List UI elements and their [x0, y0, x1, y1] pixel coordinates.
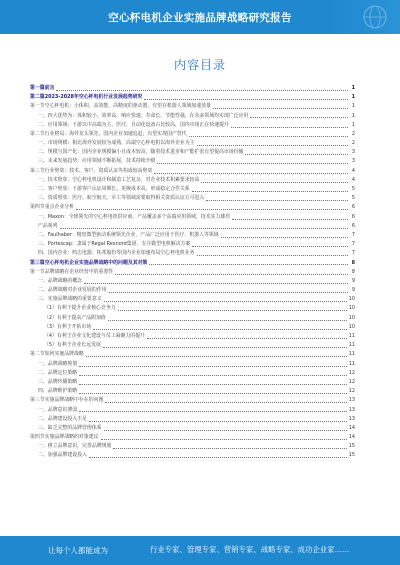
toc-entry-number: 三、	[38, 296, 48, 303]
toc-page-number: 14	[348, 434, 355, 441]
toc-entry[interactable]	[30, 305, 355, 314]
toc-entry-title: 品牌战略对企业发展的作用	[47, 287, 107, 294]
toc-entry-number: 第三节	[30, 167, 45, 174]
toc-entry-title: 实施品牌战略的对策建议	[44, 434, 99, 441]
toc-entry[interactable]	[30, 203, 355, 212]
toc-entry[interactable]	[30, 268, 355, 277]
toc-entry[interactable]	[30, 121, 355, 130]
toc-entry-number: 三、	[38, 195, 48, 202]
toc-entry[interactable]	[30, 222, 355, 231]
toc-leader-dots	[103, 347, 347, 348]
toc-entry-number: 一、	[38, 277, 48, 284]
toc-entry-number: 二、	[38, 231, 48, 238]
toc-leader-dots	[76, 209, 348, 210]
toc-entry-number: 第一节	[30, 103, 45, 110]
toc-page-number: 5	[351, 186, 355, 193]
toc-page-number: 3	[351, 149, 355, 156]
toc-entry[interactable]	[30, 369, 355, 378]
toc-entry-number: 二、	[38, 149, 48, 156]
toc-page-number: 7	[351, 231, 355, 238]
toc-entry-number: （2）	[44, 314, 57, 321]
toc-page-number: 11	[348, 351, 355, 358]
toc-entry-number: 第三节	[30, 397, 45, 404]
toc-leader-dots	[113, 448, 346, 449]
toc-entry[interactable]	[30, 231, 355, 240]
toc-leader-dots	[79, 384, 347, 385]
toc-page-number: 4	[351, 167, 355, 174]
toc-entry-number: 二、	[38, 287, 48, 294]
toc-leader-dots	[89, 457, 347, 458]
toc-leader-dots	[101, 439, 347, 440]
toc-entry-number: 一、	[38, 443, 48, 450]
toc-entry[interactable]	[30, 102, 355, 111]
toc-leader-dots	[60, 228, 348, 229]
toc-page-number: 1	[351, 84, 355, 91]
toc-entry[interactable]	[30, 415, 355, 424]
toc-entry-title: 有利于企业长远发展	[56, 342, 101, 349]
toc-entry-number: （1）	[44, 305, 57, 312]
toc-entry[interactable]	[30, 277, 355, 286]
toc-entry-number: 四、	[38, 388, 48, 395]
toc-leader-dots	[189, 136, 348, 137]
toc-entry[interactable]	[30, 360, 355, 369]
toc-leader-dots	[232, 219, 348, 220]
toc-leader-dots	[118, 310, 347, 311]
toc-entry[interactable]	[30, 249, 355, 258]
toc-entry[interactable]	[30, 424, 355, 433]
toc-entry-title: 行业壁垒：技术、客户、资质认证等构成较高壁垒	[44, 167, 153, 174]
toc-entry[interactable]	[30, 452, 355, 461]
toc-entry-title: 缺乏完整的品牌管理体系	[47, 424, 102, 431]
toc-entry[interactable]	[30, 286, 355, 295]
toc-entry-title: 树立品牌意识，完善品牌规划	[47, 443, 112, 450]
toc-entry-number: 一、	[38, 140, 48, 147]
report-title: 空心杯电机企业实施品牌战略研究报告	[108, 12, 292, 24]
footer-slogan: 让每个人都能成为	[48, 546, 108, 555]
toc-entry[interactable]	[30, 130, 355, 139]
toc-entry-title: 空心杯电机：小体积、高效能、高精度的驱动器，有望在机器人领域加速放量	[44, 103, 211, 110]
toc-leader-dots	[245, 154, 348, 155]
toc-entry-number: 一、	[38, 406, 48, 413]
toc-leader-dots	[56, 90, 348, 91]
toc-entry[interactable]	[30, 176, 355, 185]
toc-leader-dots	[79, 366, 347, 367]
globe-decoration-icon	[356, 4, 394, 30]
toc-entry-title: 加强品牌建设投入	[47, 452, 87, 459]
toc-entry-number: 第三篇	[30, 259, 45, 266]
toc-leader-dots	[154, 173, 348, 174]
toc-leader-dots	[197, 255, 348, 256]
toc-leader-dots	[221, 237, 348, 238]
toc-entry-title: Portescap：隶属于Regal Rexnord集团，专注微型电机解决方案	[47, 241, 191, 248]
toc-entry-number: 二、	[38, 369, 48, 376]
toc-page-number: 5	[351, 195, 355, 202]
toc-page-number: 1	[351, 94, 355, 101]
toc-page-number: 1	[351, 112, 355, 119]
toc-page-number: 10	[348, 314, 355, 321]
toc-page-number: 10	[348, 296, 355, 303]
toc-leader-dots	[105, 402, 346, 403]
toc-entry-number: 二、	[38, 415, 48, 422]
toc-entry-title: 产品系列	[38, 222, 58, 229]
toc-leader-dots	[109, 292, 349, 293]
toc-entry-title: 2023-2028年空心杯电机行业发展趋势研究	[44, 94, 143, 101]
toc-page-number: 14	[348, 424, 355, 431]
toc-entry-number: 第一节	[30, 268, 45, 275]
toc-leader-dots	[192, 191, 348, 192]
toc-entry-number: 二、	[38, 186, 48, 193]
toc-entry[interactable]	[30, 378, 355, 387]
toc-page-number: 7	[351, 241, 355, 248]
toc-leader-dots	[79, 375, 347, 376]
toc-page-number: 4	[351, 176, 355, 183]
toc-page-number: 13	[348, 397, 355, 404]
toc-leader-dots	[250, 117, 348, 118]
toc-page-number: 1	[351, 103, 355, 110]
toc-entry-title: Faulhaber：精密微型驱动系统领先企业，产品广泛应用于医疗、机器人等领域	[47, 231, 219, 238]
toc-entry-number: （4）	[44, 333, 57, 340]
toc-entry[interactable]	[30, 194, 355, 203]
footer-roles: 行业专家、管理专家、营销专家、战略专家、成功企业家……	[150, 545, 350, 554]
toc-entry[interactable]	[30, 213, 355, 222]
toc-leader-dots	[157, 163, 348, 164]
toc-entry-title: 品牌建设投入不足	[47, 415, 87, 422]
toc-leader-dots	[93, 329, 347, 330]
toc-entry[interactable]	[30, 93, 355, 102]
toc-page-number: 10	[348, 323, 355, 330]
toc-page-number: 15	[348, 443, 355, 450]
report-header-banner	[0, 0, 400, 34]
toc-entry[interactable]	[30, 406, 355, 415]
toc-page-number: 12	[348, 388, 355, 395]
toc-leader-dots	[213, 108, 348, 109]
toc-entry-title: 品牌传播策略	[47, 378, 78, 385]
toc-entry-number: 一、	[38, 213, 48, 220]
toc-entry-title: 客户壁垒：下游客户认证周期长、更换成本高，形成稳定合作关系	[47, 186, 190, 193]
toc-entry-title: 规模与国产化：国内企业规模偏小且成本较高，随着技术进步和产能扩张有望提高市场份额	[47, 149, 244, 156]
toc-entry[interactable]	[30, 84, 355, 93]
toc-leader-dots	[231, 127, 348, 128]
toc-entry-title: 有利于提升企业核心竞争力	[56, 305, 116, 312]
toc-leader-dots	[206, 200, 348, 201]
toc-entry[interactable]	[30, 396, 355, 405]
toc-entry-title: 市场规模：相比海外发展较为成熟，高端空心杯电机以海外企业为主	[47, 140, 195, 147]
toc-page-number: 1	[351, 121, 355, 128]
toc-entry-title: 四大优势为：体积较小、效率高、响应快速、寿命长、节能性强，在众多领域均实现广泛应用	[47, 112, 249, 119]
toc-leader-dots	[84, 283, 348, 284]
toc-page-number: 7	[351, 250, 355, 257]
toc-entry[interactable]	[30, 167, 355, 176]
toc-entry-title: Maxon：全球领先的空心杯电机供应商，产品覆盖多个高端应用领域，技术实力雄厚	[47, 213, 231, 220]
toc-entry-title: 如何实施品牌战略	[44, 351, 84, 358]
toc-leader-dots	[104, 430, 347, 431]
toc-page-number: 9	[351, 277, 355, 284]
toc-leader-dots	[79, 393, 347, 394]
toc-heading: 内容目录	[173, 58, 226, 72]
toc-leader-dots	[79, 411, 347, 412]
toc-entry-number: 三、	[38, 158, 48, 165]
toc-page-number: 11	[348, 342, 355, 349]
toc-entry[interactable]	[30, 139, 355, 148]
toc-entry-number: 第二节	[30, 130, 45, 137]
toc-entry[interactable]	[30, 341, 355, 350]
toc-entry-title: 品牌战略在企业经营中的重要性	[44, 268, 114, 275]
toc-leader-dots	[115, 274, 348, 275]
toc-page-number: 9	[351, 287, 355, 294]
toc-leader-dots	[147, 338, 347, 339]
toc-entry[interactable]	[30, 442, 355, 451]
toc-page-number: 12	[348, 378, 355, 385]
toc-entry[interactable]	[30, 295, 355, 304]
toc-entry-number: 三、	[38, 424, 48, 431]
toc-entry-number: （5）	[44, 342, 57, 349]
toc-page-number: 10	[348, 305, 355, 312]
toc-page-number: 15	[348, 452, 355, 459]
toc-entry-title: 品牌战略的概念	[47, 277, 83, 284]
toc-entry[interactable]	[30, 387, 355, 396]
toc-page-number: 11	[348, 333, 355, 340]
toc-page-number: 11	[348, 360, 355, 367]
toc-page-number: 2	[351, 140, 355, 147]
toc-leader-dots	[201, 182, 348, 183]
toc-page-number: 13	[348, 415, 355, 422]
toc-page-number: 12	[348, 369, 355, 376]
toc-entry[interactable]	[30, 240, 355, 249]
toc-entry-number: 第四节	[30, 434, 45, 441]
toc-entry-number: 第二篇	[30, 94, 45, 101]
toc-entry-number: （3）	[44, 323, 57, 330]
toc-entry-title: 技术壁垒：空心杯电机设计和制造工艺复杂，对企业技术积累要求较高	[47, 176, 200, 183]
toc-page-number: 8	[351, 259, 355, 266]
toc-entry-number: 四、	[38, 250, 48, 257]
toc-entry-title: 品牌定位策略	[47, 369, 78, 376]
toc-entry[interactable]	[30, 259, 355, 268]
toc-entry-number: 第一篇	[30, 84, 45, 91]
toc-entry-title: 重点企业分析	[44, 204, 75, 211]
toc-entry[interactable]	[30, 112, 355, 121]
toc-leader-dots	[108, 320, 347, 321]
toc-entry-title: 有利于开拓市场	[56, 323, 92, 330]
toc-entry[interactable]	[30, 332, 355, 341]
toc-leader-dots	[104, 301, 347, 302]
toc-leader-dots	[197, 145, 348, 146]
toc-entry[interactable]	[30, 158, 355, 167]
toc-entry-title: 应用领域：下游以中高端为主，医疗、自动化设备占比较高，国内市场正在快速提升	[47, 121, 229, 128]
toc-entry-title: 资质壁垒：医疗、航空航天、军工等领域需要取得相关资质认证方可进入	[47, 195, 205, 202]
toc-leader-dots	[192, 246, 348, 247]
toc-entry-number: 一、	[38, 112, 48, 119]
toc-entry-number: 二、	[38, 452, 48, 459]
toc-entry[interactable]	[30, 148, 355, 157]
toc-entry-title: 实施品牌战略中存在的问题	[44, 397, 104, 404]
toc-entry[interactable]	[30, 350, 355, 359]
toc-page-number: 6	[351, 222, 355, 229]
toc-entry-number: 三、	[38, 378, 48, 385]
toc-leader-dots	[144, 99, 348, 100]
toc-entry-title: 行业格局：海外龙头领先，国内企业加速追赶，有望实现国产替代	[44, 130, 187, 137]
toc-page-number: 8	[351, 268, 355, 275]
toc-leader-dots	[86, 356, 347, 357]
toc-page-number: 6	[351, 204, 355, 211]
toc-entry-title: 国内企业：鸣志电器、拓邦股份等国内企业加速布局空心杯电机业务	[47, 250, 195, 257]
toc-leader-dots	[149, 264, 348, 265]
table-of-contents	[30, 84, 355, 461]
toc-entry-title: 未来发展趋势：应用领域不断拓展，技术持续升级	[47, 158, 156, 165]
toc-entry-number: 一、	[38, 360, 48, 367]
toc-leader-dots	[89, 421, 347, 422]
toc-entry-number: 第二节	[30, 351, 45, 358]
toc-entry-number: 二、	[38, 121, 48, 128]
toc-entry-title: 有利于企业文化建设与员工凝聚力的提升	[56, 333, 145, 340]
toc-entry-number: 第四节	[30, 204, 45, 211]
toc-entry-title: 前言	[44, 84, 55, 91]
toc-entry[interactable]	[30, 433, 355, 442]
toc-entry-title: 实施品牌战略的重要意义	[47, 296, 102, 303]
toc-entry-title: 品牌意识薄弱	[47, 406, 78, 413]
toc-entry-title: 空心杯电机企业实施品牌战略中的问题及其对策	[44, 259, 148, 266]
toc-entry-title: 品牌维护策略	[47, 388, 78, 395]
toc-entry[interactable]	[30, 185, 355, 194]
toc-entry-title: 品牌战略规划	[47, 360, 78, 367]
toc-entry-number: 一、	[38, 176, 48, 183]
toc-page-number: 13	[348, 406, 355, 413]
toc-page-number: 3	[351, 158, 355, 165]
toc-entry-number: 三、	[38, 241, 48, 248]
toc-entry-title: 有利于提高产品附加值	[56, 314, 106, 321]
toc-page-number: 2	[351, 130, 355, 137]
toc-entry[interactable]	[30, 314, 355, 323]
toc-entry[interactable]	[30, 323, 355, 332]
toc-page-number: 6	[351, 213, 355, 220]
footer-banner	[0, 536, 400, 565]
